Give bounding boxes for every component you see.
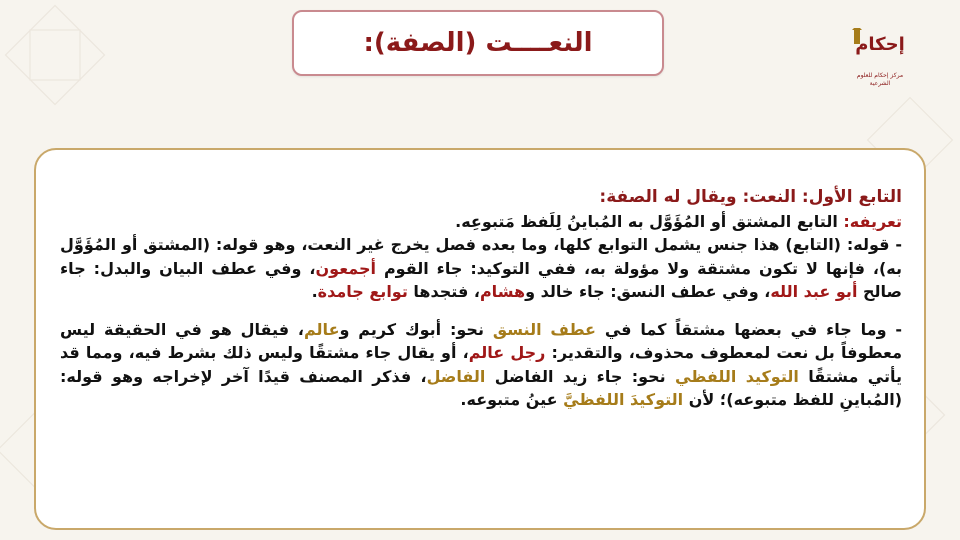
section-heading: التابع الأول: النعت: ويقال له الصفة:: [599, 187, 902, 207]
p2-text-m: عينُ متبوعه.: [460, 390, 564, 409]
logo-name: إحكام: [855, 34, 905, 55]
p2-highlight-b: عطف النسق: [492, 319, 596, 339]
p1-text-e: ، وفي عطف النسق: جاء خالد و: [525, 282, 771, 301]
p2-highlight-h: التوكيد اللفظي: [675, 366, 799, 386]
p2-text-e: ، فيقال هو في الحقيقة ليس معطوفاً بل نعت لمعطوف محذوف، والتقدير:: [60, 319, 902, 362]
p2-highlight-j: الفاضل: [426, 366, 486, 386]
p1-highlight-d: أبو عبد الله: [770, 282, 858, 301]
paragraph-1: [60, 233, 902, 304]
definition: [60, 210, 902, 234]
paragraph-2: [60, 318, 902, 412]
p1-text-c: ، وفي عطف البيان والبدل: جاء صالح: [60, 258, 902, 301]
definition-label: تعريفه:: [843, 211, 902, 231]
page-title: النعــــت (الصفة):: [363, 28, 593, 58]
p1-highlight-f: هشام: [479, 282, 526, 301]
p2-text-g: ، أو يقال جاء مشتقًا وليس ذلك بشرط فيه، ومما قد يأتي مشتقًا: [60, 343, 903, 386]
p2-text-i: نحو: جاء زيد الفاضل: [485, 366, 676, 386]
p1-text-g: ، فتجدها: [407, 282, 480, 301]
p2-highlight-f: رجل عالم: [468, 343, 546, 362]
p1-text-a: - قوله: (التابع) هذا جنس يشمل التوابع كلها، وما بعده فصل يخرج غير النعت، وهو قوله: (المشتق أو المُؤَوَّل به)، فإنها لا تكون مشتقة ولا مؤولة به، ففي التوكيد: جاء القوم: [60, 235, 903, 278]
p2-text-a: - وما جاء في بعضها مشتقاً كما في: [595, 319, 903, 339]
p2-highlight-d: عالم: [304, 319, 340, 339]
definition-text: التابع المشتق أو المُؤَوَّل به المُباينُ لِلَفظ مَتبوعِه.: [455, 211, 844, 231]
lesson-content: [60, 186, 902, 412]
p1-highlight-h: توابع جامدة: [317, 282, 408, 301]
logo-subtitle: مركز إحكام للعلوم الشرعية: [856, 72, 904, 87]
p2-text-k: ، فذكر المصنف قيدًا آخر لإخراجه وهو قوله: (المُباينِ للفظ متبوعه)؛ لأن: [60, 366, 902, 409]
p2-text-c: نحو: أبوك كريم و: [339, 319, 493, 339]
p2-highlight-l: التوكيدَ اللفظيَّ: [563, 390, 684, 409]
title-box: [292, 10, 664, 76]
p1-text-i: .: [311, 282, 318, 301]
p1-highlight-b: أجمعون: [315, 258, 376, 278]
paragraph-gap: [60, 304, 902, 318]
